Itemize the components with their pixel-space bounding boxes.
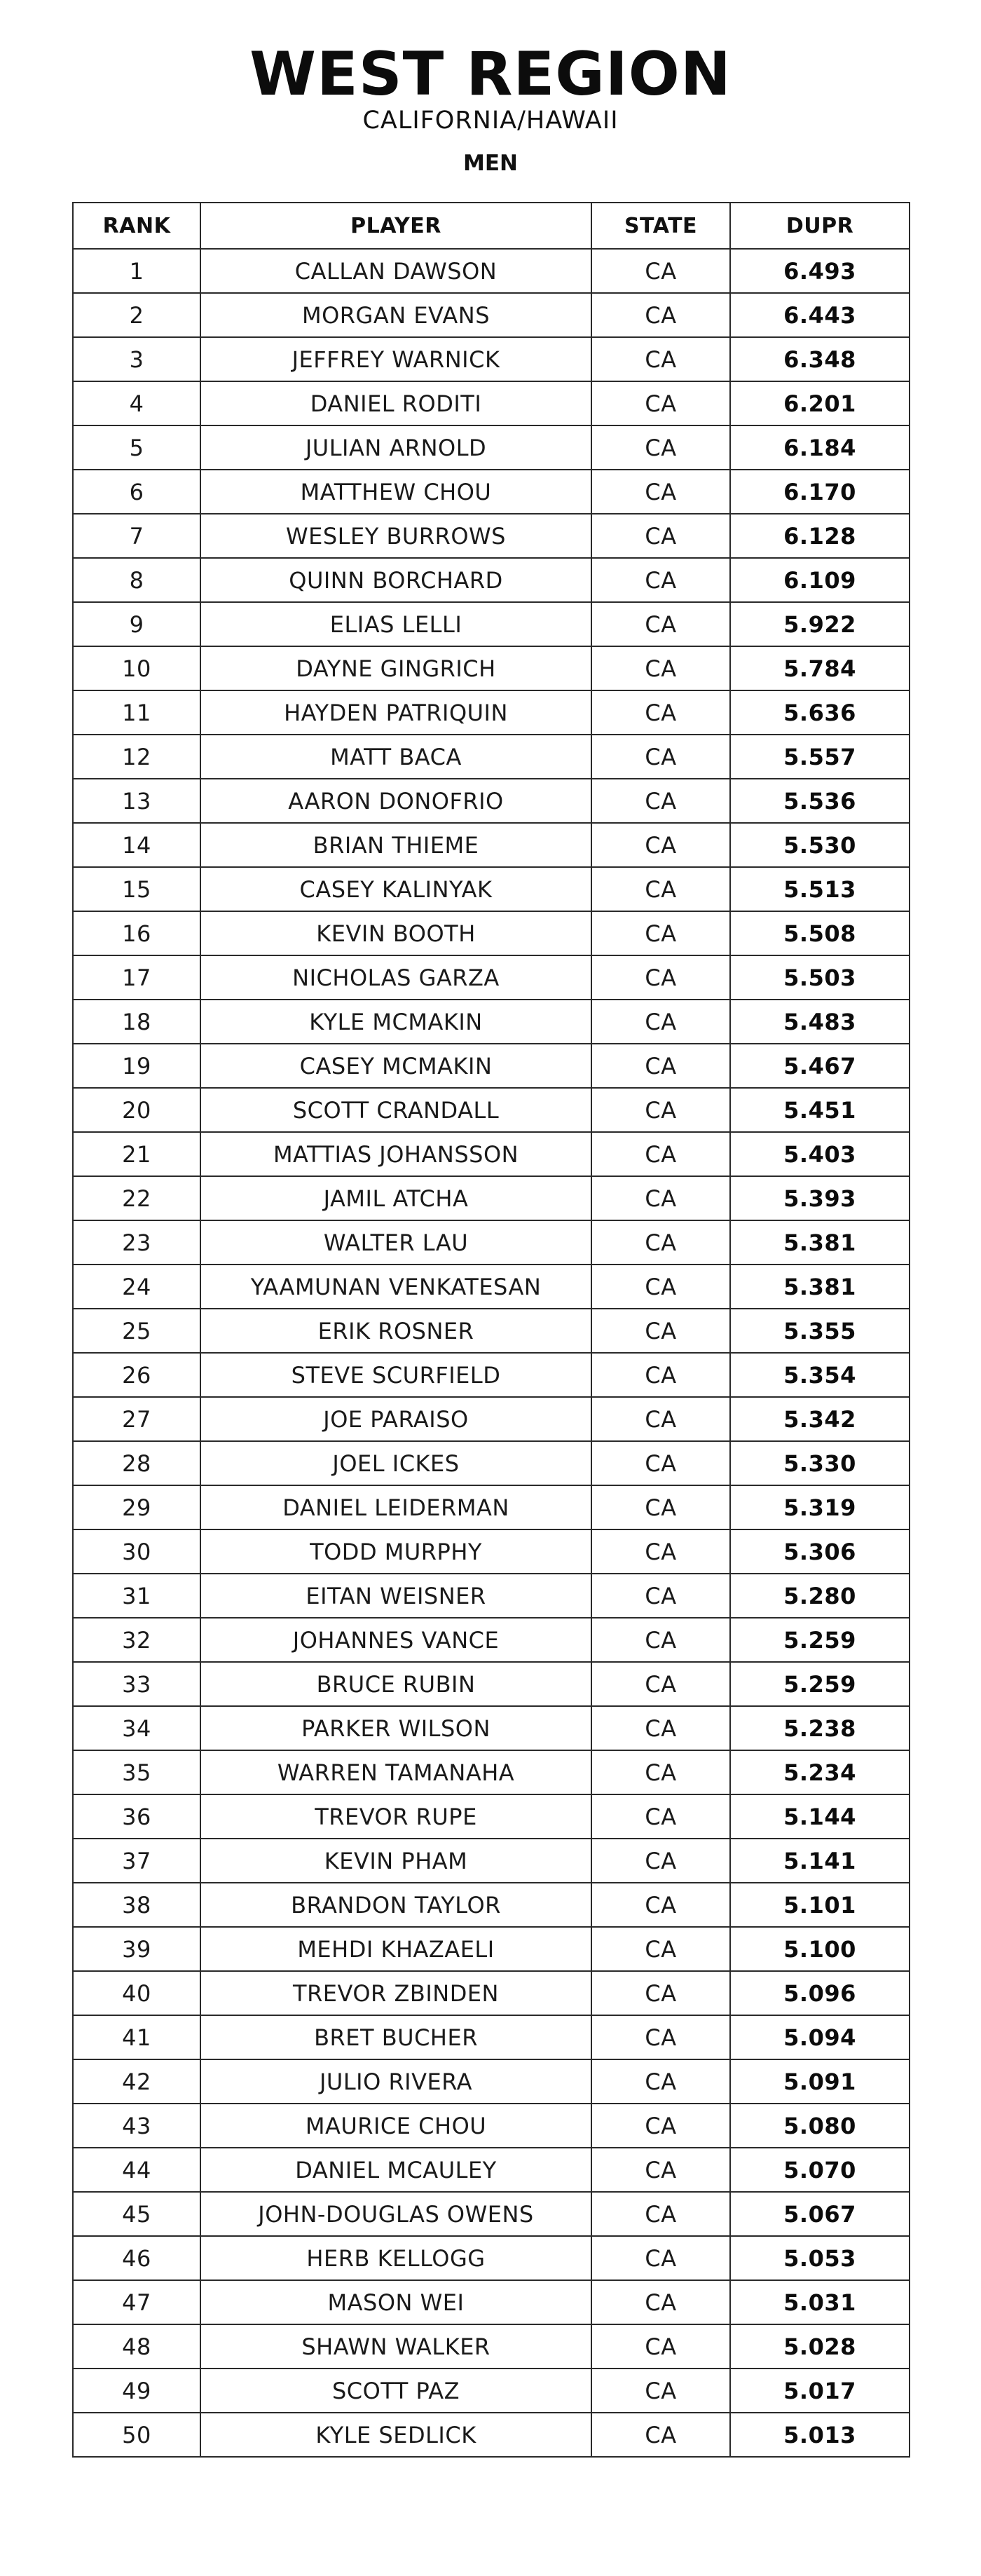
state-cell: CA bbox=[591, 911, 730, 955]
player-name-cell: JAMIL ATCHA bbox=[200, 1176, 591, 1220]
player-name-cell: TODD MURPHY bbox=[200, 1529, 591, 1574]
table-row bbox=[73, 2369, 910, 2413]
rank-cell: 13 bbox=[73, 779, 200, 823]
rank-cell: 42 bbox=[73, 2059, 200, 2104]
rank-cell: 20 bbox=[73, 1088, 200, 1132]
player-name-cell: CALLAN DAWSON bbox=[200, 249, 591, 293]
player-name-cell: DANIEL RODITI bbox=[200, 381, 591, 425]
dupr-rating-cell: 5.483 bbox=[730, 1000, 910, 1044]
dupr-rating-cell: 6.128 bbox=[730, 514, 910, 558]
state-cell: CA bbox=[591, 1839, 730, 1883]
table-row bbox=[73, 1397, 910, 1441]
state-cell: CA bbox=[591, 2324, 730, 2369]
column-header-player: PLAYER bbox=[200, 203, 591, 249]
table-row bbox=[73, 602, 910, 646]
dupr-rating-cell: 6.170 bbox=[730, 470, 910, 514]
dupr-rating-cell: 6.184 bbox=[730, 425, 910, 470]
table-row bbox=[73, 1000, 910, 1044]
player-name-cell: WARREN TAMANAHA bbox=[200, 1750, 591, 1794]
table-row bbox=[73, 337, 910, 381]
dupr-rating-cell: 5.091 bbox=[730, 2059, 910, 2104]
player-name-cell: STEVE SCURFIELD bbox=[200, 1353, 591, 1397]
table-row bbox=[73, 2015, 910, 2059]
table-row bbox=[73, 646, 910, 690]
dupr-rating-cell: 5.017 bbox=[730, 2369, 910, 2413]
rank-cell: 28 bbox=[73, 1441, 200, 1485]
state-cell: CA bbox=[591, 1132, 730, 1176]
table-row bbox=[73, 1485, 910, 1529]
dupr-rating-cell: 6.493 bbox=[730, 249, 910, 293]
state-cell: CA bbox=[591, 1883, 730, 1927]
player-name-cell: MASON WEI bbox=[200, 2280, 591, 2324]
state-cell: CA bbox=[591, 337, 730, 381]
dupr-rating-cell: 5.070 bbox=[730, 2148, 910, 2192]
dupr-rating-cell: 5.031 bbox=[730, 2280, 910, 2324]
state-cell: CA bbox=[591, 2059, 730, 2104]
dupr-rating-cell: 5.319 bbox=[730, 1485, 910, 1529]
player-name-cell: JULIO RIVERA bbox=[200, 2059, 591, 2104]
rank-cell: 5 bbox=[73, 425, 200, 470]
dupr-rating-cell: 5.342 bbox=[730, 1397, 910, 1441]
rank-cell: 6 bbox=[73, 470, 200, 514]
rankings-table bbox=[72, 202, 910, 2458]
table-row bbox=[73, 2324, 910, 2369]
player-name-cell: SCOTT CRANDALL bbox=[200, 1088, 591, 1132]
table-row bbox=[73, 1794, 910, 1839]
player-name-cell: QUINN BORCHARD bbox=[200, 558, 591, 602]
dupr-rating-cell: 5.784 bbox=[730, 646, 910, 690]
dupr-rating-cell: 5.028 bbox=[730, 2324, 910, 2369]
state-cell: CA bbox=[591, 1485, 730, 1529]
state-cell: CA bbox=[591, 823, 730, 867]
player-name-cell: EITAN WEISNER bbox=[200, 1574, 591, 1618]
state-cell: CA bbox=[591, 867, 730, 911]
player-name-cell: TREVOR ZBINDEN bbox=[200, 1971, 591, 2015]
player-name-cell: PARKER WILSON bbox=[200, 1706, 591, 1750]
state-cell: CA bbox=[591, 558, 730, 602]
rank-cell: 29 bbox=[73, 1485, 200, 1529]
dupr-rating-cell: 5.259 bbox=[730, 1618, 910, 1662]
dupr-rating-cell: 5.234 bbox=[730, 1750, 910, 1794]
dupr-rating-cell: 5.144 bbox=[730, 1794, 910, 1839]
state-cell: CA bbox=[591, 1662, 730, 1706]
table-row bbox=[73, 1176, 910, 1220]
player-name-cell: JOE PARAISO bbox=[200, 1397, 591, 1441]
player-name-cell: MATTIAS JOHANSSON bbox=[200, 1132, 591, 1176]
column-header-rank: RANK bbox=[73, 203, 200, 249]
player-name-cell: DAYNE GINGRICH bbox=[200, 646, 591, 690]
table-row bbox=[73, 1309, 910, 1353]
table-row bbox=[73, 2059, 910, 2104]
state-cell: CA bbox=[591, 2369, 730, 2413]
rank-cell: 45 bbox=[73, 2192, 200, 2236]
table-row bbox=[73, 823, 910, 867]
table-row bbox=[73, 1529, 910, 1574]
table-row bbox=[73, 1132, 910, 1176]
dupr-rating-cell: 6.109 bbox=[730, 558, 910, 602]
page-title: WEST REGION bbox=[249, 39, 732, 109]
player-name-cell: BRANDON TAYLOR bbox=[200, 1883, 591, 1927]
state-cell: CA bbox=[591, 1353, 730, 1397]
player-name-cell: YAAMUNAN VENKATESAN bbox=[200, 1265, 591, 1309]
rank-cell: 12 bbox=[73, 735, 200, 779]
rank-cell: 50 bbox=[73, 2413, 200, 2457]
rank-cell: 3 bbox=[73, 337, 200, 381]
rank-cell: 19 bbox=[73, 1044, 200, 1088]
state-cell: CA bbox=[591, 955, 730, 1000]
rank-cell: 2 bbox=[73, 293, 200, 337]
rank-cell: 37 bbox=[73, 1839, 200, 1883]
state-cell: CA bbox=[591, 1441, 730, 1485]
dupr-rating-cell: 5.101 bbox=[730, 1883, 910, 1927]
table-row bbox=[73, 955, 910, 1000]
rank-cell: 23 bbox=[73, 1220, 200, 1265]
rank-cell: 25 bbox=[73, 1309, 200, 1353]
state-cell: CA bbox=[591, 2236, 730, 2280]
table-row bbox=[73, 911, 910, 955]
player-name-cell: JOEL ICKES bbox=[200, 1441, 591, 1485]
state-cell: CA bbox=[591, 1176, 730, 1220]
rank-cell: 32 bbox=[73, 1618, 200, 1662]
dupr-rating-cell: 5.381 bbox=[730, 1265, 910, 1309]
rank-cell: 30 bbox=[73, 1529, 200, 1574]
state-cell: CA bbox=[591, 1265, 730, 1309]
rank-cell: 21 bbox=[73, 1132, 200, 1176]
rank-cell: 10 bbox=[73, 646, 200, 690]
rank-cell: 8 bbox=[73, 558, 200, 602]
dupr-rating-cell: 5.557 bbox=[730, 735, 910, 779]
dupr-rating-cell: 5.259 bbox=[730, 1662, 910, 1706]
dupr-rating-cell: 5.141 bbox=[730, 1839, 910, 1883]
state-cell: CA bbox=[591, 2192, 730, 2236]
dupr-rating-cell: 5.280 bbox=[730, 1574, 910, 1618]
rank-cell: 15 bbox=[73, 867, 200, 911]
rank-cell: 22 bbox=[73, 1176, 200, 1220]
state-cell: CA bbox=[591, 293, 730, 337]
rank-cell: 34 bbox=[73, 1706, 200, 1750]
table-row bbox=[73, 2104, 910, 2148]
dupr-rating-cell: 5.636 bbox=[730, 690, 910, 735]
state-cell: CA bbox=[591, 1044, 730, 1088]
state-cell: CA bbox=[591, 1706, 730, 1750]
dupr-rating-cell: 6.443 bbox=[730, 293, 910, 337]
table-row bbox=[73, 1220, 910, 1265]
state-cell: CA bbox=[591, 249, 730, 293]
rank-cell: 33 bbox=[73, 1662, 200, 1706]
state-cell: CA bbox=[591, 1088, 730, 1132]
dupr-rating-cell: 5.503 bbox=[730, 955, 910, 1000]
rank-cell: 4 bbox=[73, 381, 200, 425]
player-name-cell: ERIK ROSNER bbox=[200, 1309, 591, 1353]
state-cell: CA bbox=[591, 425, 730, 470]
dupr-rating-cell: 5.536 bbox=[730, 779, 910, 823]
rank-cell: 24 bbox=[73, 1265, 200, 1309]
player-name-cell: MORGAN EVANS bbox=[200, 293, 591, 337]
table-row bbox=[73, 514, 910, 558]
state-cell: CA bbox=[591, 514, 730, 558]
dupr-rating-cell: 5.403 bbox=[730, 1132, 910, 1176]
state-cell: CA bbox=[591, 646, 730, 690]
player-name-cell: DANIEL LEIDERMAN bbox=[200, 1485, 591, 1529]
player-name-cell: NICHOLAS GARZA bbox=[200, 955, 591, 1000]
player-name-cell: KYLE SEDLICK bbox=[200, 2413, 591, 2457]
player-name-cell: HERB KELLOGG bbox=[200, 2236, 591, 2280]
player-name-cell: CASEY KALINYAK bbox=[200, 867, 591, 911]
state-cell: CA bbox=[591, 2413, 730, 2457]
table-row bbox=[73, 2192, 910, 2236]
rank-cell: 40 bbox=[73, 1971, 200, 2015]
rank-cell: 46 bbox=[73, 2236, 200, 2280]
table-row bbox=[73, 1441, 910, 1485]
rank-cell: 49 bbox=[73, 2369, 200, 2413]
table-row bbox=[73, 558, 910, 602]
dupr-rating-cell: 5.508 bbox=[730, 911, 910, 955]
state-cell: CA bbox=[591, 690, 730, 735]
table-row bbox=[73, 381, 910, 425]
rank-cell: 47 bbox=[73, 2280, 200, 2324]
table-row bbox=[73, 2280, 910, 2324]
player-name-cell: KEVIN PHAM bbox=[200, 1839, 591, 1883]
dupr-rating-cell: 5.238 bbox=[730, 1706, 910, 1750]
rank-cell: 7 bbox=[73, 514, 200, 558]
state-cell: CA bbox=[591, 1574, 730, 1618]
rank-cell: 14 bbox=[73, 823, 200, 867]
state-cell: CA bbox=[591, 1750, 730, 1794]
rank-cell: 35 bbox=[73, 1750, 200, 1794]
dupr-rating-cell: 5.922 bbox=[730, 602, 910, 646]
player-name-cell: JOHN-DOUGLAS OWENS bbox=[200, 2192, 591, 2236]
player-name-cell: BRUCE RUBIN bbox=[200, 1662, 591, 1706]
dupr-rating-cell: 6.348 bbox=[730, 337, 910, 381]
table-row bbox=[73, 2413, 910, 2457]
rank-cell: 48 bbox=[73, 2324, 200, 2369]
player-name-cell: CASEY MCMAKIN bbox=[200, 1044, 591, 1088]
rank-cell: 9 bbox=[73, 602, 200, 646]
table-row bbox=[73, 1265, 910, 1309]
table-row bbox=[73, 2148, 910, 2192]
rank-cell: 1 bbox=[73, 249, 200, 293]
rank-cell: 27 bbox=[73, 1397, 200, 1441]
dupr-rating-cell: 5.306 bbox=[730, 1529, 910, 1574]
dupr-rating-cell: 5.467 bbox=[730, 1044, 910, 1088]
table-row bbox=[73, 249, 910, 293]
state-cell: CA bbox=[591, 602, 730, 646]
dupr-rating-cell: 5.096 bbox=[730, 1971, 910, 2015]
column-header-state: STATE bbox=[591, 203, 730, 249]
table-row bbox=[73, 2236, 910, 2280]
rank-cell: 17 bbox=[73, 955, 200, 1000]
rank-cell: 11 bbox=[73, 690, 200, 735]
dupr-rating-cell: 5.053 bbox=[730, 2236, 910, 2280]
table-row bbox=[73, 470, 910, 514]
state-cell: CA bbox=[591, 1309, 730, 1353]
rankings-table-body bbox=[73, 249, 910, 2457]
dupr-rating-cell: 6.201 bbox=[730, 381, 910, 425]
state-cell: CA bbox=[591, 1971, 730, 2015]
division-label: MEN bbox=[463, 151, 518, 176]
rank-cell: 41 bbox=[73, 2015, 200, 2059]
player-name-cell: AARON DONOFRIO bbox=[200, 779, 591, 823]
player-name-cell: JULIAN ARNOLD bbox=[200, 425, 591, 470]
rank-cell: 26 bbox=[73, 1353, 200, 1397]
table-row bbox=[73, 1044, 910, 1088]
table-row bbox=[73, 1927, 910, 1971]
dupr-rating-cell: 5.451 bbox=[730, 1088, 910, 1132]
player-name-cell: MATT BACA bbox=[200, 735, 591, 779]
table-row bbox=[73, 1574, 910, 1618]
dupr-rating-cell: 5.100 bbox=[730, 1927, 910, 1971]
table-row bbox=[73, 1618, 910, 1662]
dupr-rating-cell: 5.080 bbox=[730, 2104, 910, 2148]
player-name-cell: MATTHEW CHOU bbox=[200, 470, 591, 514]
state-cell: CA bbox=[591, 470, 730, 514]
player-name-cell: SCOTT PAZ bbox=[200, 2369, 591, 2413]
table-row bbox=[73, 425, 910, 470]
state-cell: CA bbox=[591, 1927, 730, 1971]
rank-cell: 18 bbox=[73, 1000, 200, 1044]
table-row bbox=[73, 1750, 910, 1794]
table-row bbox=[73, 690, 910, 735]
table-row bbox=[73, 867, 910, 911]
player-name-cell: SHAWN WALKER bbox=[200, 2324, 591, 2369]
player-name-cell: TREVOR RUPE bbox=[200, 1794, 591, 1839]
state-cell: CA bbox=[591, 735, 730, 779]
page-subtitle: CALIFORNIA/HAWAII bbox=[362, 107, 619, 135]
state-cell: CA bbox=[591, 1618, 730, 1662]
player-name-cell: WALTER LAU bbox=[200, 1220, 591, 1265]
table-row bbox=[73, 1662, 910, 1706]
table-row bbox=[73, 1706, 910, 1750]
player-name-cell: MEHDI KHAZAELI bbox=[200, 1927, 591, 1971]
dupr-rating-cell: 5.381 bbox=[730, 1220, 910, 1265]
player-name-cell: KYLE MCMAKIN bbox=[200, 1000, 591, 1044]
state-cell: CA bbox=[591, 2015, 730, 2059]
rank-cell: 16 bbox=[73, 911, 200, 955]
state-cell: CA bbox=[591, 1794, 730, 1839]
rank-cell: 44 bbox=[73, 2148, 200, 2192]
state-cell: CA bbox=[591, 1529, 730, 1574]
player-name-cell: BRET BUCHER bbox=[200, 2015, 591, 2059]
dupr-rating-cell: 5.067 bbox=[730, 2192, 910, 2236]
dupr-rating-cell: 5.354 bbox=[730, 1353, 910, 1397]
rank-cell: 36 bbox=[73, 1794, 200, 1839]
player-name-cell: BRIAN THIEME bbox=[200, 823, 591, 867]
table-row bbox=[73, 735, 910, 779]
column-header-dupr: DUPR bbox=[730, 203, 910, 249]
table-row bbox=[73, 1883, 910, 1927]
player-name-cell: KEVIN BOOTH bbox=[200, 911, 591, 955]
dupr-rating-cell: 5.530 bbox=[730, 823, 910, 867]
player-name-cell: HAYDEN PATRIQUIN bbox=[200, 690, 591, 735]
dupr-rating-cell: 5.013 bbox=[730, 2413, 910, 2457]
state-cell: CA bbox=[591, 1000, 730, 1044]
table-row bbox=[73, 1088, 910, 1132]
dupr-rating-cell: 5.094 bbox=[730, 2015, 910, 2059]
dupr-rating-cell: 5.513 bbox=[730, 867, 910, 911]
state-cell: CA bbox=[591, 2280, 730, 2324]
player-name-cell: JOHANNES VANCE bbox=[200, 1618, 591, 1662]
player-name-cell: JEFFREY WARNICK bbox=[200, 337, 591, 381]
table-row bbox=[73, 1839, 910, 1883]
table-row bbox=[73, 1353, 910, 1397]
table-header-row bbox=[73, 203, 910, 249]
dupr-rating-cell: 5.393 bbox=[730, 1176, 910, 1220]
rank-cell: 39 bbox=[73, 1927, 200, 1971]
state-cell: CA bbox=[591, 2104, 730, 2148]
table-row bbox=[73, 779, 910, 823]
dupr-rating-cell: 5.355 bbox=[730, 1309, 910, 1353]
state-cell: CA bbox=[591, 2148, 730, 2192]
player-name-cell: ELIAS LELLI bbox=[200, 602, 591, 646]
table-row bbox=[73, 293, 910, 337]
rank-cell: 38 bbox=[73, 1883, 200, 1927]
state-cell: CA bbox=[591, 779, 730, 823]
state-cell: CA bbox=[591, 1397, 730, 1441]
state-cell: CA bbox=[591, 1220, 730, 1265]
rank-cell: 31 bbox=[73, 1574, 200, 1618]
player-name-cell: WESLEY BURROWS bbox=[200, 514, 591, 558]
state-cell: CA bbox=[591, 381, 730, 425]
player-name-cell: MAURICE CHOU bbox=[200, 2104, 591, 2148]
dupr-rating-cell: 5.330 bbox=[730, 1441, 910, 1485]
rank-cell: 43 bbox=[73, 2104, 200, 2148]
player-name-cell: DANIEL MCAULEY bbox=[200, 2148, 591, 2192]
table-row bbox=[73, 1971, 910, 2015]
